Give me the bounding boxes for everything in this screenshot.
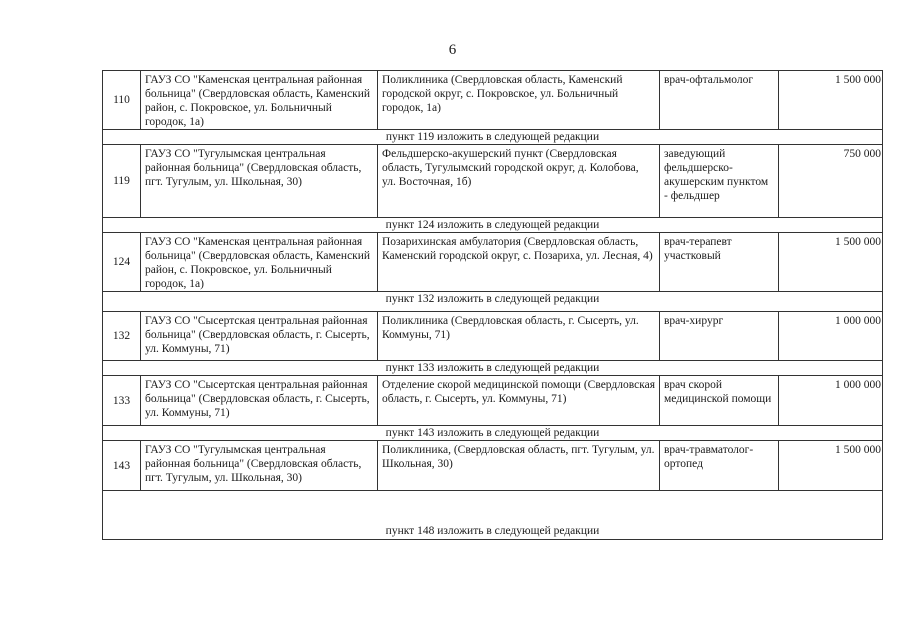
amendment-note: пункт 132 изложить в следующей редакции [103,292,883,312]
amount-cell: 1 000 000 [779,376,883,426]
amount-cell: 750 000 [779,145,883,218]
row-number: 110 [103,71,141,130]
amendment-note: пункт 124 изложить в следующей редакции [103,218,883,233]
row-number: 133 [103,376,141,426]
amendment-note: пункт 143 изложить в следующей редакции [103,426,883,441]
table-row [103,312,883,361]
workplace-cell: Поликлиника (Свердловская область, г. Сысерть, ул. Коммуны, 71) [378,312,660,361]
organization-cell: ГАУЗ СО "Каменская центральная районная больница" (Свердловская область, Каменский район, с. Покровское, ул. Больничный городок, 1а) [141,233,378,292]
amount-cell: 1 500 000 [779,441,883,491]
amendment-note: пункт 119 изложить в следующей редакции [103,130,883,145]
page-number: 6 [448,42,457,58]
table-row [103,233,883,292]
organization-cell: ГАУЗ СО "Сысертская центральная районная больница" (Свердловская область, г. Сысерть, ул. Коммуны, 71) [141,376,378,426]
row-number: 132 [103,312,141,361]
position-cell: врач-офтальмолог [660,71,779,130]
row-number: 119 [103,145,141,218]
amount-cell: 1 500 000 [779,71,883,130]
organization-cell: ГАУЗ СО "Сысертская центральная районная больница" (Свердловская область, г. Сысерть, ул. Коммуны, 71) [141,312,378,361]
table-row [103,145,883,218]
workplace-cell: Позарихинская амбулатория (Свердловская область, Каменский городской округ, с. Позариха, ул. Лесная, 4) [378,233,660,292]
organization-cell: ГАУЗ СО "Тугулымская центральная районная больница" (Свердловская область, пгт. Тугулым, ул. Школьная, 30) [141,145,378,218]
table-row-note [103,130,883,145]
table-row-note [103,426,883,441]
table-row-note [103,218,883,233]
table-row [103,441,883,491]
workplace-cell: Поликлиника, (Свердловская область, пгт. Тугулым, ул. Школьная, 30) [378,441,660,491]
position-cell: врач-терапевт участковый [660,233,779,292]
table-row-note [103,491,883,540]
workplace-cell: Поликлиника (Свердловская область, Каменский городской округ, с. Покровское, ул. Больничный городок, 1а) [378,71,660,130]
amendments-table [102,70,883,540]
workplace-cell: Фельдшерско-акушерский пункт (Свердловская область, Тугулымский городской округ, д. Колобова, ул. Восточная, 1б) [378,145,660,218]
table-row-note [103,292,883,312]
amendment-note: пункт 133 изложить в следующей редакции [103,361,883,376]
position-cell: заведующий фельдшерско-акушерским пунктом - фельдшер [660,145,779,218]
position-cell: врач-хирург [660,312,779,361]
organization-cell: ГАУЗ СО "Каменская центральная районная больница" (Свердловская область, Каменский район, с. Покровское, ул. Больничный городок, 1а) [141,71,378,130]
position-cell: врач-травматолог-ортопед [660,441,779,491]
table-row [103,376,883,426]
amendment-note: пункт 148 изложить в следующей редакции [103,491,883,540]
row-number: 143 [103,441,141,491]
row-number: 124 [103,233,141,292]
organization-cell: ГАУЗ СО "Тугулымская центральная районная больница" (Свердловская область, пгт. Тугулым, ул. Школьная, 30) [141,441,378,491]
workplace-cell: Отделение скорой медицинской помощи (Свердловская область, г. Сысерть, ул. Коммуны, 71) [378,376,660,426]
position-cell: врач скорой медицинской помощи [660,376,779,426]
table-row-note [103,361,883,376]
amount-cell: 1 500 000 [779,233,883,292]
amount-cell: 1 000 000 [779,312,883,361]
table-row [103,71,883,130]
